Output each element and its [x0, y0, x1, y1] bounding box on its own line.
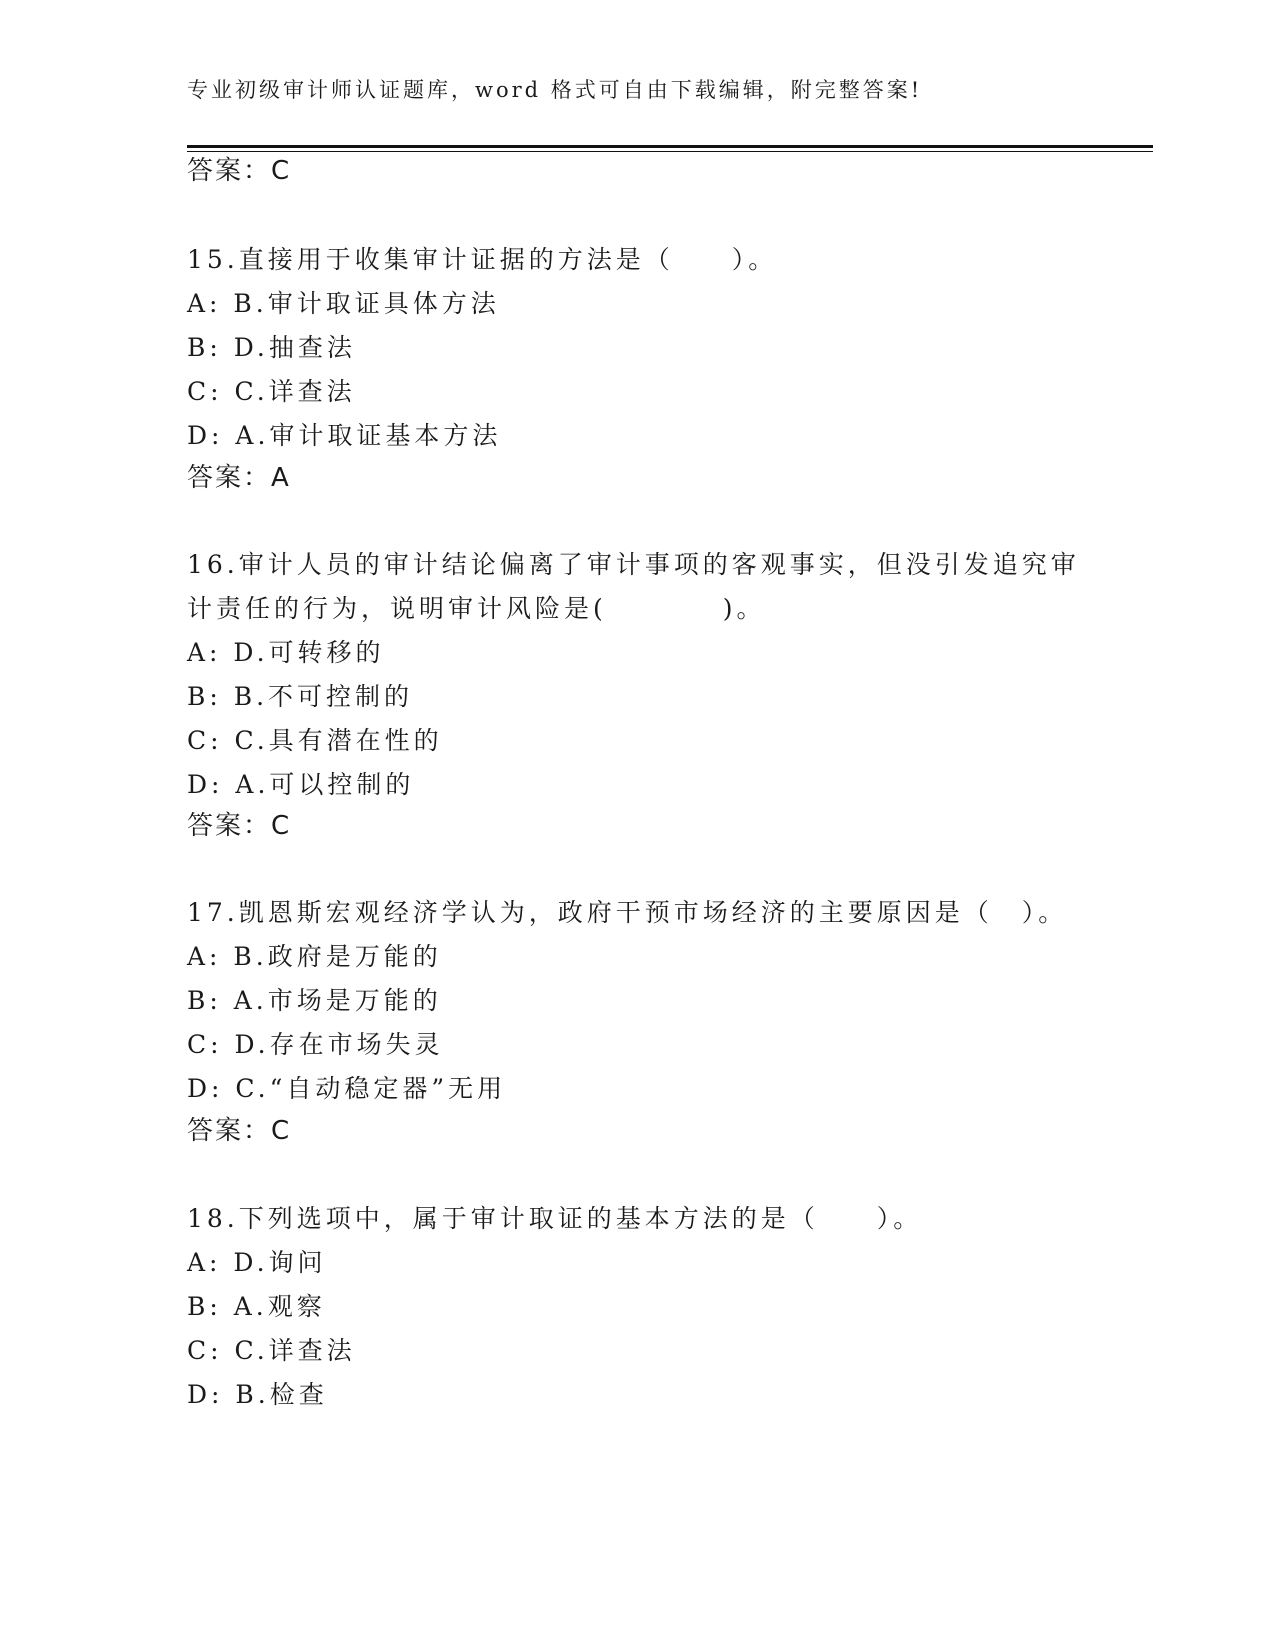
question-stem-continued: 计责任的行为，说明审计风险是( )。: [187, 594, 766, 623]
option-c: C: D.存在市场失灵: [187, 1030, 444, 1059]
answer-line: 答案：C: [187, 156, 292, 186]
option-b: B: A.观察: [187, 1292, 326, 1321]
question-stem: 17.凯恩斯宏观经济学认为，政府干预市场经济的主要原因是（ ）。: [187, 898, 1068, 927]
answer-line: 答案：A: [187, 463, 291, 493]
answer-line: 答案：C: [187, 811, 292, 841]
option-d: D: C.“自动稳定器”无用: [187, 1074, 507, 1103]
question-stem: 18.下列选项中，属于审计取证的基本方法的是（ ）。: [187, 1204, 923, 1233]
option-c: C: C.具有潜在性的: [187, 726, 443, 755]
page-header: 专业初级审计师认证题库，word 格式可自由下载编辑，附完整答案!: [187, 78, 923, 102]
option-b: B: B.不可控制的: [187, 682, 414, 711]
option-d: D: B.检查: [187, 1380, 328, 1409]
option-b: B: D.抽查法: [187, 333, 356, 362]
answer-line: 答案：C: [187, 1116, 292, 1146]
question-stem: 15.直接用于收集审计证据的方法是（ ）。: [187, 245, 778, 274]
option-c: C: C.详查法: [187, 1336, 356, 1365]
option-d: D: A.可以控制的: [187, 770, 415, 799]
option-a: A: B.审计取证具体方法: [187, 289, 500, 318]
header-rule-thick: [187, 145, 1153, 148]
option-a: A: D.可转移的: [187, 638, 385, 667]
question-stem: 16.审计人员的审计结论偏离了审计事项的客观事实，但没引发追究审: [187, 550, 1080, 579]
option-c: C: C.详查法: [187, 377, 356, 406]
option-a: A: B.政府是万能的: [187, 942, 442, 971]
option-b: B: A.市场是万能的: [187, 986, 442, 1015]
option-a: A: D.询问: [187, 1248, 327, 1277]
header-rule-thin: [187, 151, 1153, 152]
option-d: D: A.审计取证基本方法: [187, 421, 502, 450]
